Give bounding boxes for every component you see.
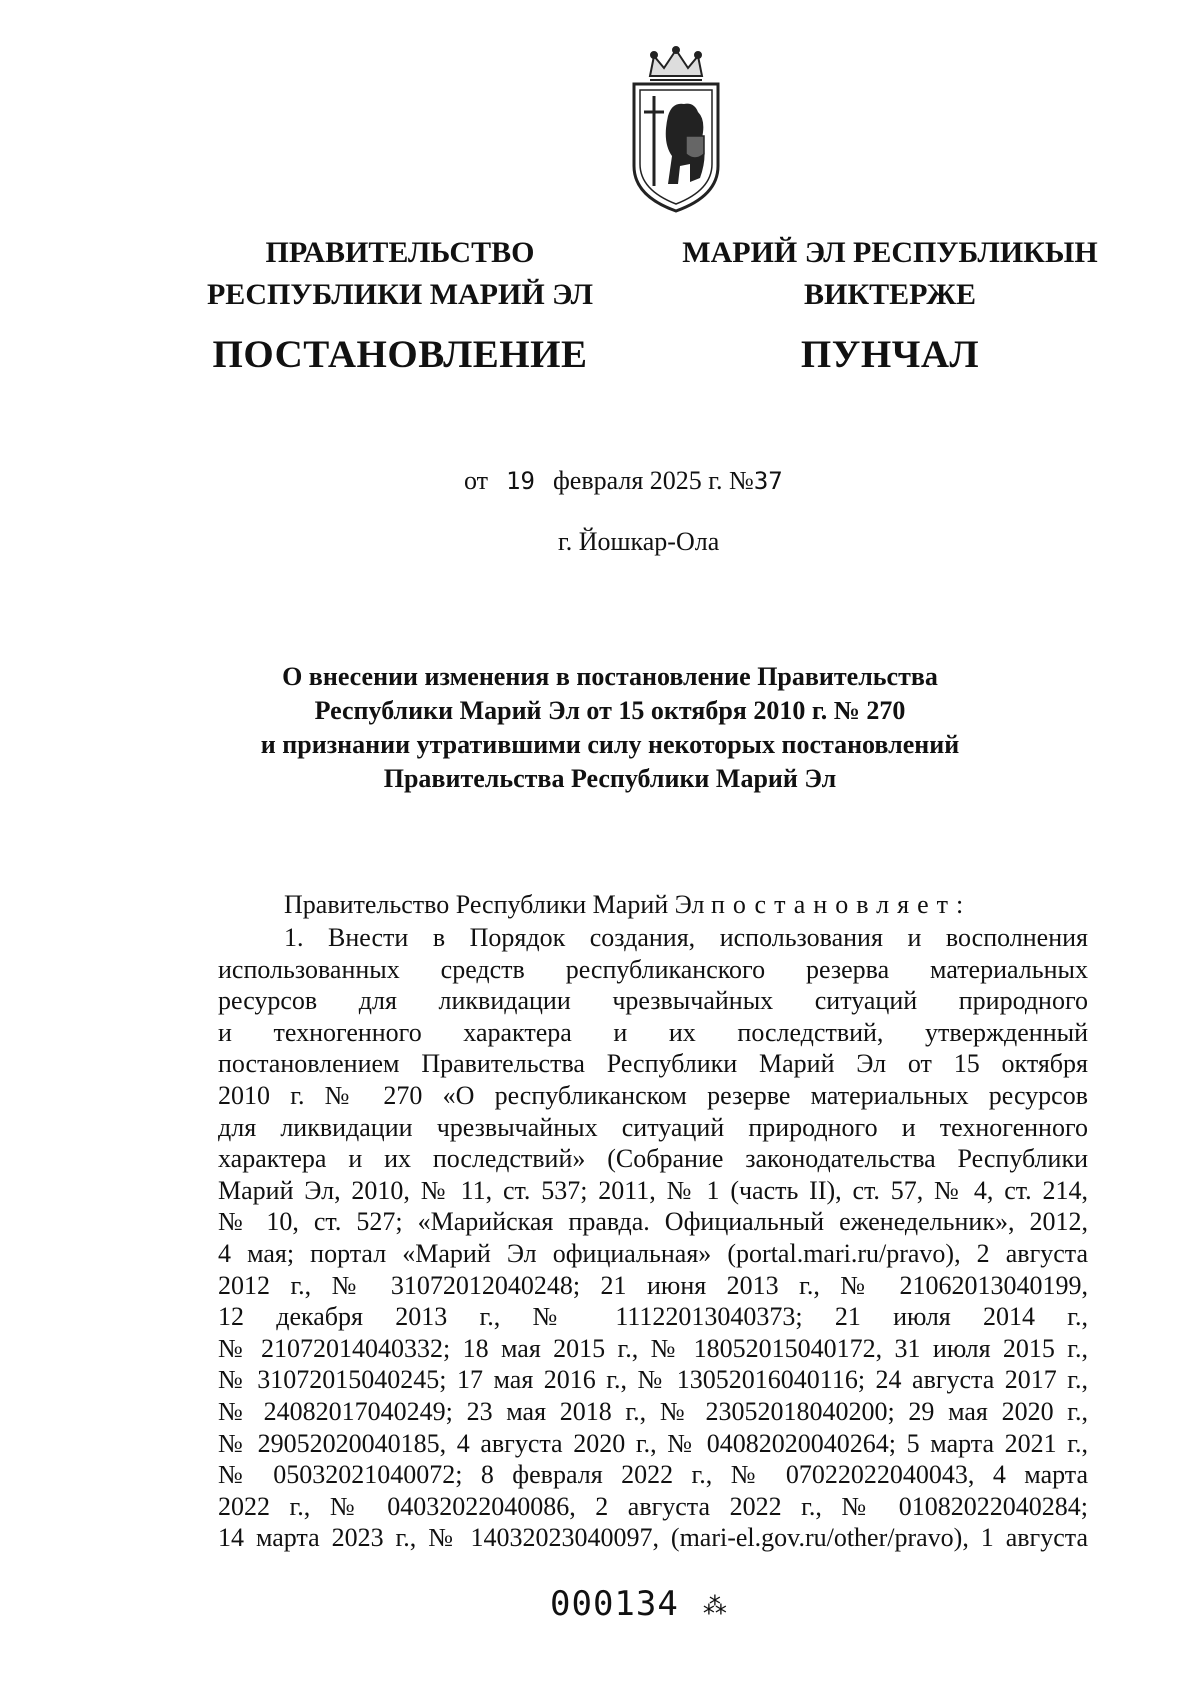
document-title-line: Правительства Республики Марий Эл (383, 764, 837, 793)
document-title-line: О внесении изменения в постановление Правительства (282, 662, 938, 691)
ornament-icon: ⁂ (702, 1591, 728, 1620)
body-line: 2010 г. № 270 «О республиканском резерве материальных ресурсов (218, 1080, 1088, 1110)
document-title (220, 660, 1000, 796)
body-line: 2012 г., № 31072012040248; 21 июня 2013 г., № 21062013040199, (218, 1270, 1088, 1300)
decree-word: постановляет: (710, 890, 972, 919)
body-line: постановлением Правительства Республики Марий Эл от 15 октября (218, 1049, 1088, 1079)
org-name-line1: ПРАВИТЕЛЬСТВО (265, 236, 535, 269)
body-line: для ликвидации чрезвычайных ситуаций природного и техногенного (218, 1112, 1088, 1142)
body-line: 4 мая; портал «Марий Эл официальная» (portal.mari.ru/pravo), 2 августа (218, 1238, 1088, 1268)
org-name-mari-line2: ВИКТЕРЖЕ (803, 278, 977, 311)
body-line: № 21072014040332; 18 мая 2015 г., № 18052015040172, 31 июля 2015 г., (218, 1333, 1088, 1363)
city: г. Йошкар-Ола (558, 527, 720, 556)
date-month-year: февраля 2025 г. № (552, 466, 754, 495)
body-line: использованных средств республиканского резерва материальных (218, 954, 1088, 984)
header-mari (660, 232, 1120, 380)
document-date-line (464, 466, 783, 496)
body-line: № 31072015040245; 17 мая 2016 г., № 13052016040116; 24 августа 2017 г., (218, 1365, 1088, 1395)
decree-intro (284, 890, 971, 920)
intro-text: Правительство Республики Марий Эл (284, 890, 705, 919)
body-line: и техногенного характера и их последствий, утвержденный (218, 1017, 1088, 1047)
form-serial-number (550, 1584, 728, 1624)
date-day: 19 (506, 467, 535, 495)
org-name-line2: РЕСПУБЛИКИ МАРИЙ ЭЛ (206, 278, 593, 311)
body-line: № 05032021040072; 8 февраля 2022 г., № 07022022040043, 4 марта (218, 1460, 1088, 1490)
document-type-title-mari: ПУНЧАЛ (800, 333, 980, 376)
decree-body (218, 922, 1088, 1554)
date-prefix: от (464, 466, 489, 495)
serial-number: 000134 (550, 1584, 679, 1624)
body-line: Марий Эл, 2010, № 11, ст. 537; 2011, № 1 (часть II), ст. 57, № 4, ст. 214, (218, 1175, 1088, 1205)
document-title-line: Республики Марий Эл от 15 октября 2010 г. № 270 (314, 696, 906, 725)
coat-of-arms-icon (628, 46, 724, 216)
document-title-line: и признании утратившими силу некоторых постановлений (260, 730, 960, 759)
body-line: 2022 г., № 04032022040086, 2 августа 2022 г., № 01082022040284; (218, 1491, 1088, 1521)
document-number: 37 (753, 467, 783, 495)
body-line: 14 марта 2023 г., № 14032023040097, (mari-el.gov.ru/other/pravo), 1 августа (218, 1523, 1088, 1553)
body-line: № 24082017040249; 23 мая 2018 г., № 23052018040200; 29 мая 2020 г., (218, 1396, 1088, 1426)
body-line: 1. Внести в Порядок создания, использования и восполнения (284, 923, 1088, 952)
body-line: 12 декабря 2013 г., № 11122013040373; 21 июля 2014 г., (218, 1302, 1088, 1332)
document-type-title: ПОСТАНОВЛЕНИЕ (212, 333, 588, 376)
body-line: характера и их последствий» (Собрание законодательства Республики (218, 1144, 1088, 1174)
body-line: ресурсов для ликвидации чрезвычайных ситуаций природного (218, 986, 1088, 1016)
body-line: № 29052020040185, 4 августа 2020 г., № 04082020040264; 5 марта 2021 г., (218, 1428, 1088, 1458)
org-name-mari-line1: МАРИЙ ЭЛ РЕСПУБЛИКЫН (682, 236, 1098, 269)
header-russian (200, 232, 600, 380)
body-line: № 10, ст. 527; «Марийская правда. Официальный еженедельник», 2012, (218, 1207, 1088, 1237)
